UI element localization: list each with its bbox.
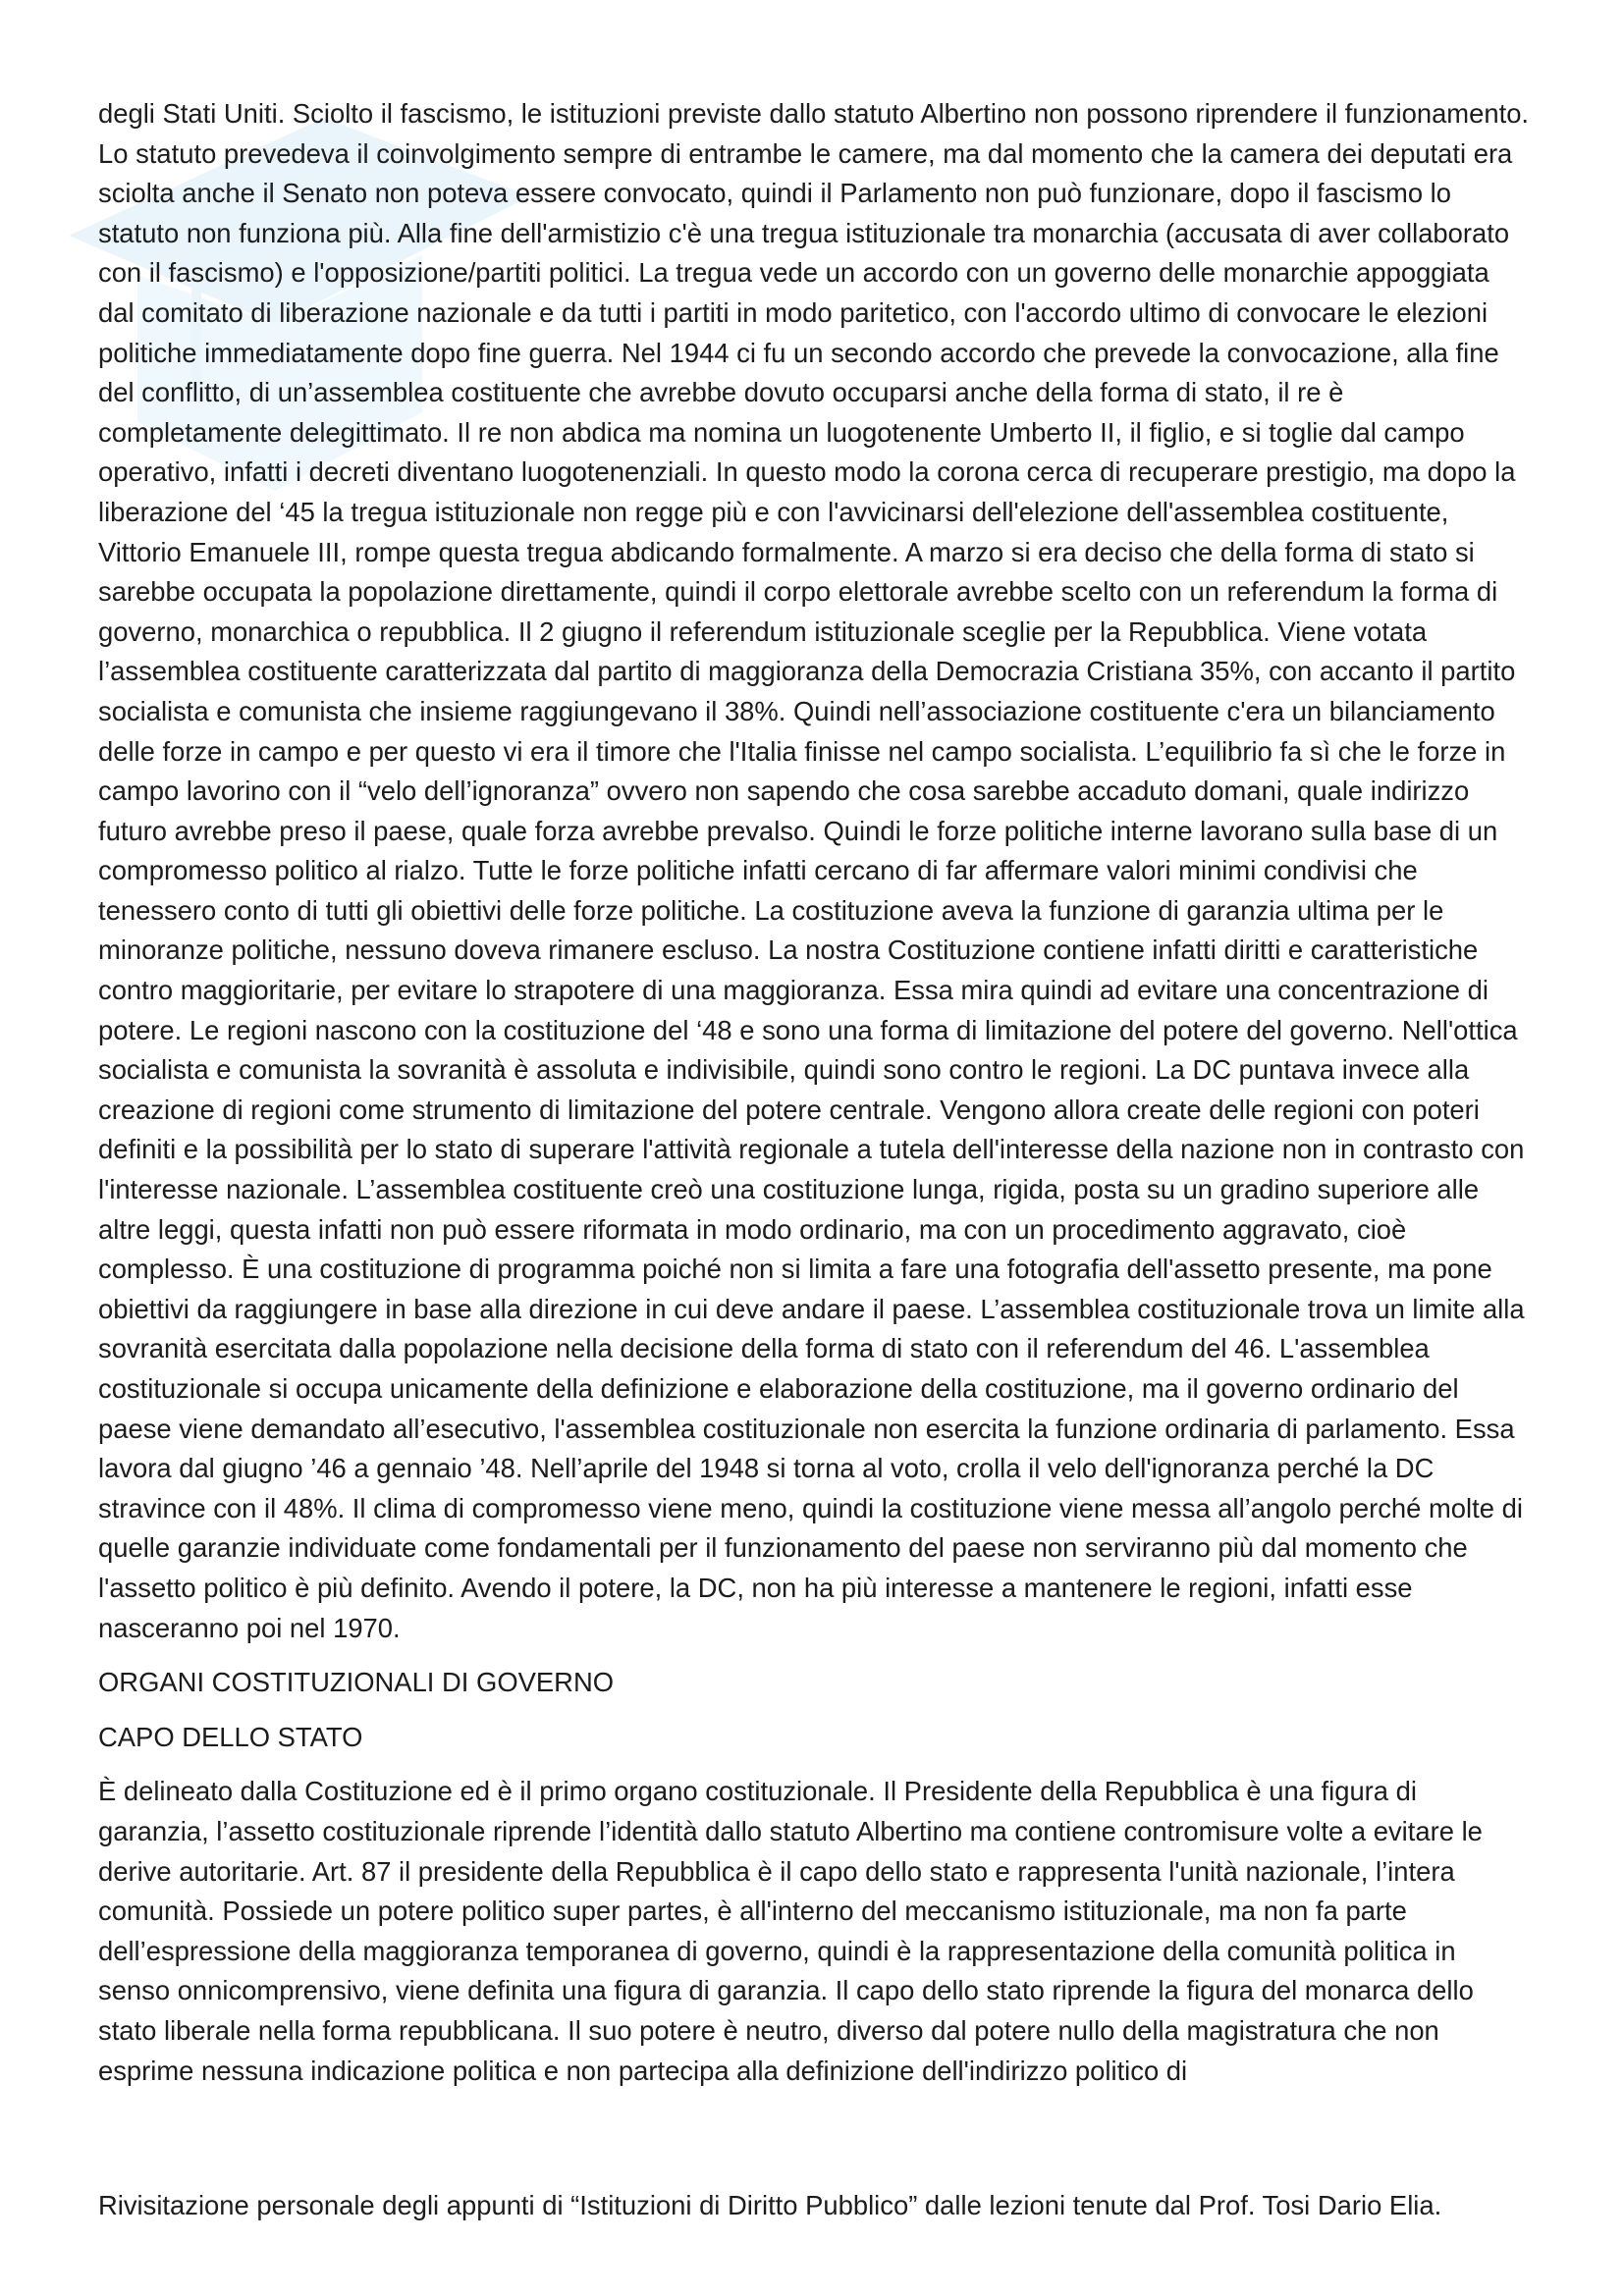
paragraph-capo-dello-stato: È delineato dalla Costituzione ed è il primo organo costituzionale. Il Presidente della Repubblica è una figura di garanzia, l’assetto costituzionale riprende l’identità dallo statuto Albertino ma contiene contromisure volte a evitare le derive autoritarie. Art. 87 il presidente della Repubblica è il capo dello stato e rappresenta l'unità nazionale, l’intera comunità. Possiede un potere politico super partes, è all'interno del meccanismo istituzionale, ma non fa parte dell’espressione della maggioranza temporanea di governo, quindi è la rappresentazione della comunità politica in senso onnicomprensivo, viene definita una figura di garanzia. Il capo dello stato riprende la figura del monarca dello stato liberale nella forma repubblicana. Il suo potere è neutro, diverso dal potere nullo della magistratura che non esprime nessuna indicazione politica e non partecipa alla definizione dell'indirizzo politico di	[98, 1776, 1483, 2086]
paragraph-armistice-constitution: degli Stati Uniti. Sciolto il fascismo, le istituzioni previste dallo statuto Albertino non possono riprendere il funzionamento. Lo statuto prevedeva il coinvolgimento sempre di entrambe le camere, ma dal momento che la camera dei deputati era sciolta anche il Senato non poteva essere convocato, quindi il Parlamento non può funzionare, dopo il fascismo lo statuto non funziona più. Alla fine dell'armistizio c'è una tregua istituzionale tra monarchia (accusata di aver collaborato con il fascismo) e l'opposizione/partiti politici. La tregua vede un accordo con un governo delle monarchie appoggiata dal comitato di liberazione nazionale e da tutti i partiti in modo paritetico, con l'accordo ultimo di convocare le elezioni politiche immediatamente dopo fine guerra. Nel 1944 ci fu un secondo accordo che prevede la convocazione, alla fine del conflitto, di un’assemblea costituente che avrebbe dovuto occuparsi anche della forma di stato, il re è completamente delegittimato. Il re non abdica ma nomina un luogotenente Umberto II, il figlio, e si toglie dal campo operativo, infatti i decreti diventano luogotenenziali. In questo modo la corona cerca di recuperare prestigio, ma dopo la liberazione del ‘45 la tregua istituzionale non regge più e con l'avvicinarsi dell'elezione dell'assemblea costituente, Vittorio Emanuele III, rompe questa tregua abdicando formalmente. A marzo si era deciso che della forma di stato si sarebbe occupata la popolazione direttamente, quindi il corpo elettorale avrebbe scelto con un referendum la forma di governo, monarchica o repubblica. Il 2 giugno il referendum istituzionale sceglie per la Repubblica. Viene votata l’assemblea costituente caratterizzata dal partito di maggioranza della Democrazia Cristiana 35%, con accanto il partito socialista e comunista che insieme raggiungevano il 38%. Quindi nell’associazione costituente c'era un bilanciamento delle forze in campo e per questo vi era il timore che l'Italia finisse nel campo socialista. L’equilibrio fa sì che le forze in campo lavorino con il “velo dell’ignoranza” ovvero non sapendo che cosa sarebbe accaduto domani, quale indirizzo futuro avrebbe preso il paese, quale forza avrebbe prevalso. Quindi le forze politiche interne lavorano sulla base di un compromesso politico al rialzo. Tutte le forze politiche infatti cercano di far affermare valori minimi condivisi che tenessero conto di tutti gli obiettivi delle forze politiche. La costituzione aveva la funzione di garanzia ultima per le minoranze politiche, nessuno doveva rimanere escluso. La nostra Costituzione contiene infatti diritti e caratteristiche contro maggioritarie, per evitare lo strapotere di una maggioranza. Essa mira quindi ad evitare una concentrazione di potere. Le regioni nascono con la costituzione del ‘48 e sono una forma di limitazione del potere del governo. Nell'ottica socialista e comunista la sovranità è assoluta e indivisibile, quindi sono contro le regioni. La DC puntava invece alla creazione di regioni come strumento di limitazione del potere centrale. Vengono allora create delle regioni con poteri definiti e la possibilità per lo stato di superare l'attività regionale a tutela dell'interesse della nazione non in contrasto con l'interesse nazionale. L’assemblea costituente creò una costituzione lunga, rigida, posta su un gradino superiore alle altre leggi, questa infatti non può essere riformata in modo ordinario, ma con un procedimento aggravato, cioè complesso. È una costituzione di programma poiché non si limita a fare una fotografia dell'assetto presente, ma pone obiettivi da raggiungere in base alla direzione in cui deve andare il paese. L’assemblea costituzionale trova un limite alla sovranità esercitata dalla popolazione nella decisione della forma di stato con il referendum del 46. L'assemblea costituzionale si occupa unicamente della definizione e elaborazione della costituzione, ma il governo ordinario del paese viene demandato all’esecutivo, l'assemblea costituzionale non esercita la funzione ordinaria di parlamento. Essa lavora dal giugno ’46 a gennaio ’48. Nell’aprile del 1948 si torna al voto, crolla il velo dell'ignoranza perché la DC stravince con il 48%. Il clima di compromesso viene meno, quindi la costituzione viene messa all’angolo perché molte di quelle garanzie individuate come fondamentali per il funzionamento del paese non serviranno più dal momento che l'assetto politico è più definito. Avendo il potere, la DC, non ha più interesse a mantenere le regioni, infatti esse nasceranno poi nel 1970.	[98, 98, 1530, 1643]
page-footer: Rivisitazione personale degli appunti di “Istituzioni di Diritto Pubblico” dalle lezioni tenute dal Prof. Tosi Dario Elia.	[98, 2190, 1442, 2220]
section-heading-organi: ORGANI COSTITUZIONALI DI GOVERNO	[98, 1667, 615, 1698]
document-body	[98, 94, 1532, 2106]
section-heading-capo-stato: CAPO DELLO STATO	[98, 1721, 363, 1752]
